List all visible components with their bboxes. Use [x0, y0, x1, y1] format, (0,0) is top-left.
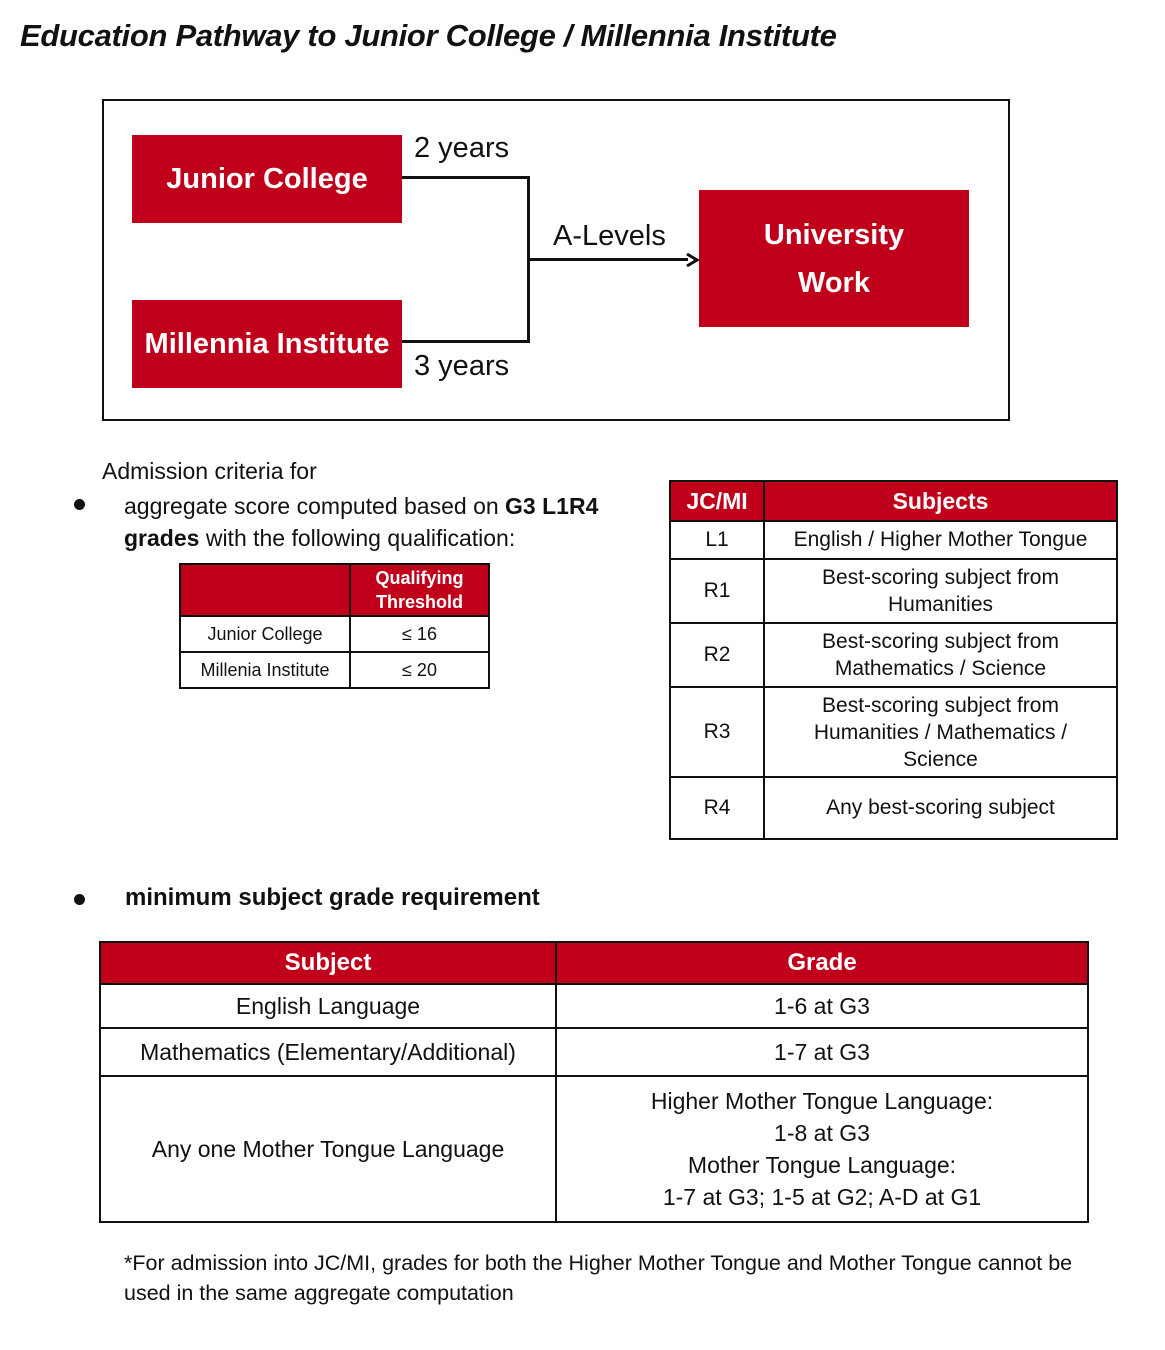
- grade-header-row: [100, 942, 1088, 984]
- grade-value-multiline: [556, 1076, 1088, 1222]
- grade-line: Mother Tongue Language:: [687, 1152, 957, 1178]
- destination-box: [699, 190, 969, 327]
- threshold-header-blank: [180, 564, 350, 616]
- l1r4-subject: Best-scoring subject from Mathematics / Science: [764, 623, 1117, 687]
- junior-college-box: [132, 135, 402, 223]
- grade-header-subject: Subject: [100, 942, 556, 984]
- threshold-table: [179, 563, 490, 689]
- threshold-value: ≤ 16: [350, 616, 489, 652]
- l1r4-subject: Best-scoring subject from Humanities: [764, 559, 1117, 623]
- grade-subject: Mathematics (Elementary/Additional): [100, 1028, 556, 1076]
- page-title: Education Pathway to Junior College / Millennia Institute: [20, 18, 837, 53]
- table-row: [100, 1076, 1088, 1222]
- grade-subject: Any one Mother Tongue Language: [100, 1076, 556, 1222]
- bullet-icon: [74, 894, 85, 905]
- l1r4-subject: Any best-scoring subject: [764, 777, 1117, 839]
- threshold-name: Millenia Institute: [180, 652, 350, 688]
- threshold-name: Junior College: [180, 616, 350, 652]
- grade-header-grade: Grade: [556, 942, 1088, 984]
- table-row: [670, 777, 1117, 839]
- a-levels-label: A-Levels: [553, 220, 666, 252]
- l1r4-header-code: JC/MI: [670, 481, 764, 521]
- jc-connector-line: [402, 176, 530, 179]
- table-row: [180, 652, 489, 688]
- l1r4-code: R4: [670, 777, 764, 839]
- grade-value: 1-7 at G3: [556, 1028, 1088, 1076]
- mi-duration-label: 3 years: [414, 350, 510, 382]
- l1r4-code: R1: [670, 559, 764, 623]
- table-row: [670, 559, 1117, 623]
- mi-connector-line: [402, 340, 530, 343]
- l1r4-code: L1: [670, 521, 764, 559]
- admission-heading: Admission criteria for: [102, 458, 317, 484]
- grade-line: 1-7 at G3; 1-5 at G2; A-D at G1: [662, 1184, 982, 1210]
- jc-duration-label: 2 years: [414, 132, 510, 164]
- l1r4-code: R2: [670, 623, 764, 687]
- l1r4-header-row: [670, 481, 1117, 521]
- millennia-institute-box: [132, 300, 402, 388]
- university-label: University: [763, 218, 905, 251]
- l1r4-header-subjects: Subjects: [764, 481, 1117, 521]
- table-row: [670, 623, 1117, 687]
- grade-subject: English Language: [100, 984, 556, 1028]
- table-row: [670, 521, 1117, 559]
- bullet-icon: [74, 499, 85, 510]
- threshold-header-row: [180, 564, 489, 616]
- admission-bullet-2: minimum subject grade requirement: [125, 884, 540, 911]
- arrow-head-icon: [684, 252, 700, 268]
- work-label: Work: [798, 266, 870, 299]
- grade-table: [99, 941, 1089, 1223]
- admission-bullet-1: aggregate score computed based on G3 L1R4 grades with the following qualification:: [124, 493, 599, 551]
- l1r4-code: R3: [670, 687, 764, 777]
- grade-line: Higher Mother Tongue Language:: [650, 1088, 994, 1114]
- table-row: [100, 1028, 1088, 1076]
- arrow-shaft: [530, 258, 688, 261]
- millennia-institute-label: Millennia Institute: [144, 327, 390, 360]
- footnote: *For admission into JC/MI, grades for both the Higher Mother Tongue and Mother Tongue cannot be used in the same aggregate computation: [124, 1251, 1073, 1305]
- threshold-value: ≤ 20: [350, 652, 489, 688]
- table-row: [670, 687, 1117, 777]
- l1r4-subject: English / Higher Mother Tongue: [764, 521, 1117, 559]
- l1r4-table: [669, 480, 1118, 840]
- l1r4-subject: Best-scoring subject from Humanities / Mathematics / Science: [764, 687, 1117, 777]
- grade-value: 1-6 at G3: [556, 984, 1088, 1028]
- table-row: [100, 984, 1088, 1028]
- junior-college-label: Junior College: [166, 162, 368, 195]
- table-row: [180, 616, 489, 652]
- grade-line: 1-8 at G3: [774, 1120, 870, 1146]
- threshold-header: Qualifying Threshold: [350, 564, 489, 616]
